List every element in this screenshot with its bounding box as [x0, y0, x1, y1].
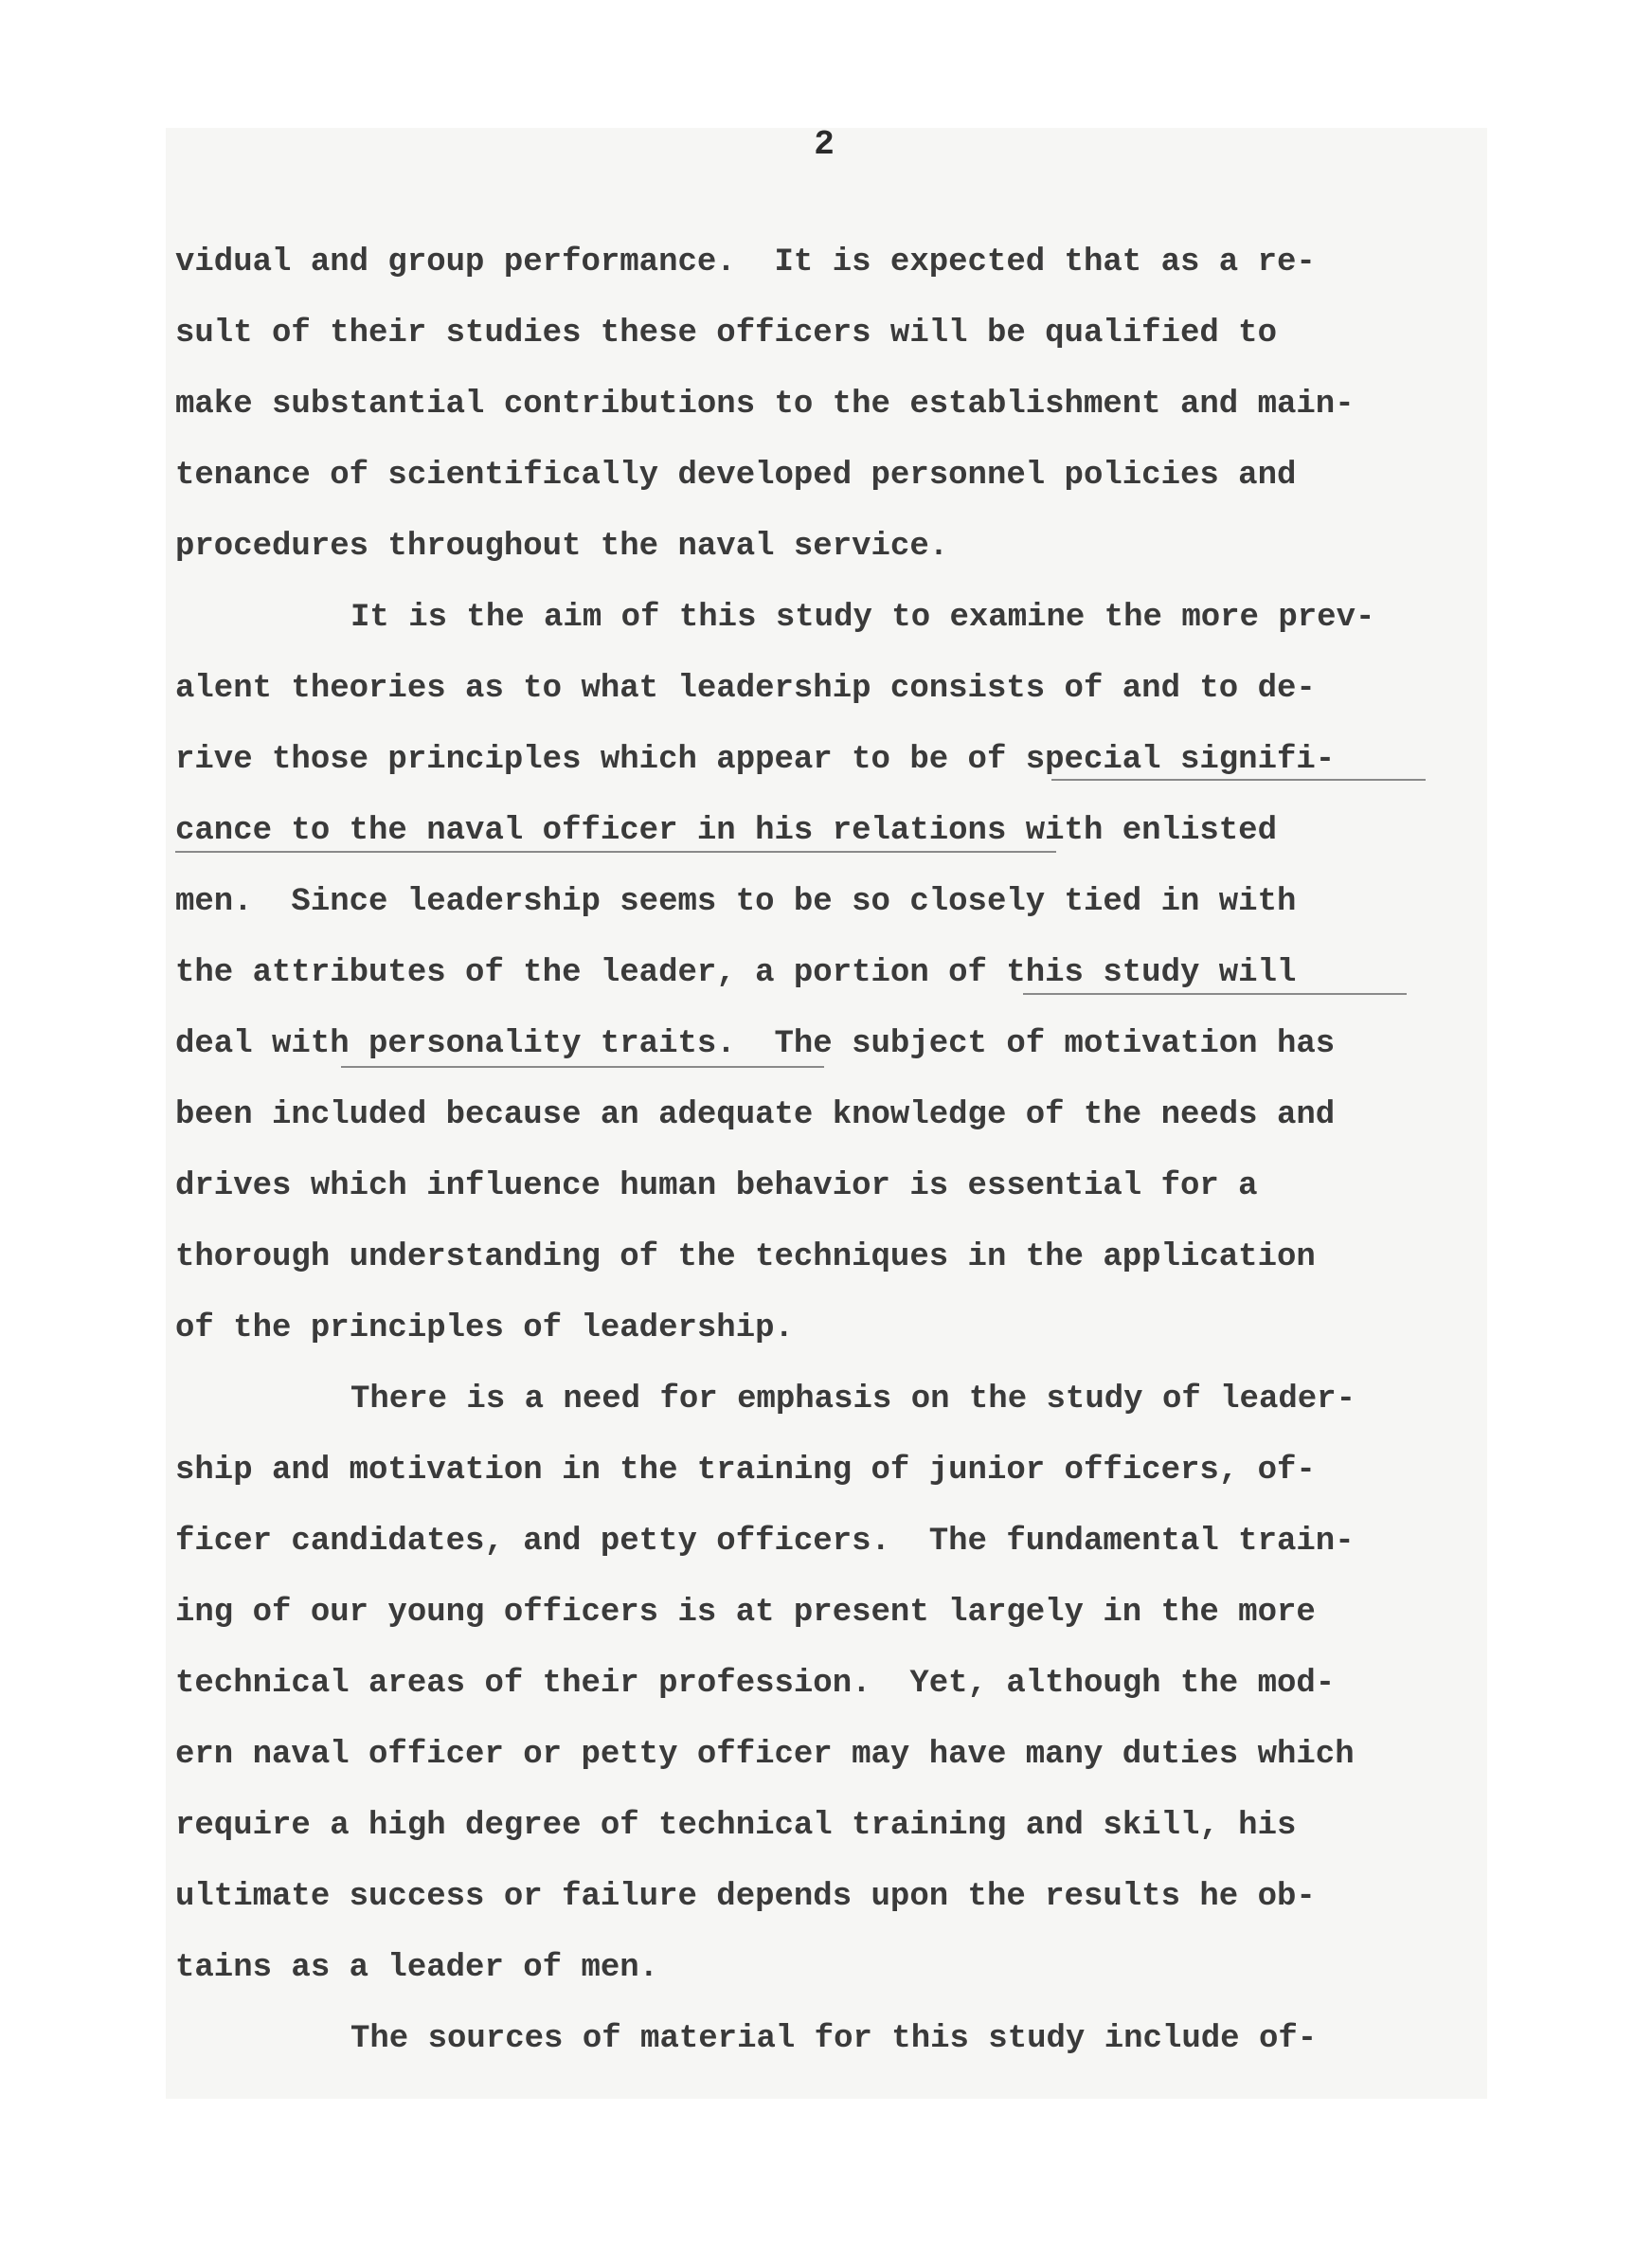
text-line: sult of their studies these officers will be qualified to: [175, 316, 1277, 352]
text-line: ultimate success or failure depends upon the results he ob-: [175, 1879, 1316, 1915]
text-line: deal with personality traits. The subject of motivation has: [175, 1026, 1336, 1062]
text-line: rive those principles which appear to be of special signifi-: [175, 742, 1336, 778]
pencil-underline-significance: [1051, 779, 1426, 781]
text-line: require a high degree of technical training and skill, his: [175, 1808, 1297, 1844]
text-line: ing of our young officers is at present largely in the more: [175, 1595, 1316, 1631]
text-line: vidual and group performance. It is expected that as a re-: [175, 244, 1316, 280]
paragraph-start-line: There is a need for emphasis on the study of leader-: [350, 1381, 1356, 1417]
text-line: the attributes of the leader, a portion of this study will: [175, 955, 1297, 991]
text-line: ern naval officer or petty officer may have many duties which: [175, 1737, 1355, 1773]
pencil-underline-this-study: [1023, 993, 1407, 995]
text-line: thorough understanding of the techniques in the application: [175, 1239, 1316, 1275]
text-line: ficer candidates, and petty officers. The fundamental train-: [175, 1524, 1355, 1560]
text-line: of the principles of leadership.: [175, 1310, 794, 1346]
paragraph-start-line: It is the aim of this study to examine the more prev-: [350, 600, 1375, 636]
page-number: 2: [814, 125, 835, 164]
pencil-underline-cance: [175, 851, 1056, 853]
text-line: been included because an adequate knowledge of the needs and: [175, 1097, 1336, 1133]
paragraph-start-line: The sources of material for this study include of-: [350, 2021, 1318, 2057]
pencil-underline-personality-traits: [341, 1066, 824, 1068]
text-line: ship and motivation in the training of junior officers, of-: [175, 1453, 1316, 1489]
text-line: men. Since leadership seems to be so closely tied in with: [175, 884, 1297, 920]
text-line: alent theories as to what leadership consists of and to de-: [175, 671, 1316, 707]
text-line: tenance of scientifically developed personnel policies and: [175, 458, 1297, 494]
text-line: make substantial contributions to the establishment and main-: [175, 387, 1355, 423]
body-text: [175, 227, 1492, 2075]
text-line: procedures throughout the naval service.: [175, 529, 949, 565]
text-line: drives which influence human behavior is essential for a: [175, 1168, 1258, 1204]
text-line: cance to the naval officer in his relations with enlisted: [175, 813, 1277, 849]
text-line: technical areas of their profession. Yet, although the mod-: [175, 1666, 1336, 1702]
text-line: tains as a leader of men.: [175, 1950, 659, 1986]
